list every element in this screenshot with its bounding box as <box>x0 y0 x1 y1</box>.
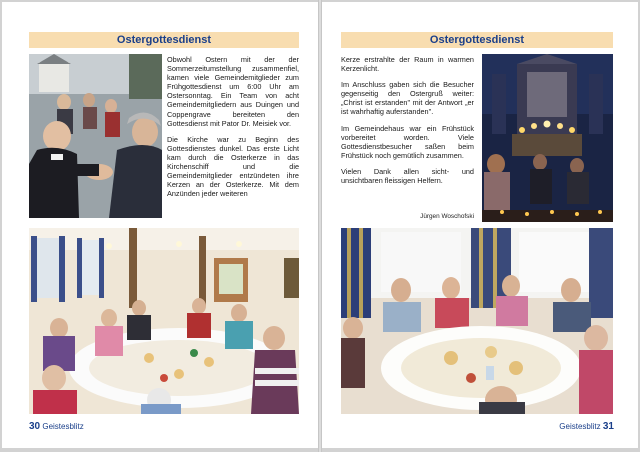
right-paragraph-2: Im Anschluss gaben sich die Besucher gegenseitig den Ostergruß weiter: „Christ ist erstanden" mit der Antwort „er ist wahrhaftig auferstanden". <box>341 80 474 117</box>
left-page-footer <box>29 421 84 432</box>
right-paragraph-3: Im Gemeindehaus war ein Frühstück vorbereitet worden. Viele Gottesdienstbesucher saßen beim Frühstück noch gemütlich zusammen. <box>341 123 474 160</box>
photo-candlelit-altar <box>482 54 613 222</box>
right-page-headline: Ostergottesdienst <box>341 32 613 48</box>
right-paragraph-1: Kerze erstrahlte der Raum in warmen Kerzenlicht. <box>341 55 474 74</box>
author-signature: Jürgen Woschofski <box>420 213 474 220</box>
right-paragraph-4: Vielen Dank allen sicht- und unsichtbaren fleissigen Helfern. <box>341 166 474 186</box>
left-page-headline: Ostergottesdienst <box>29 32 299 48</box>
photo-breakfast-table <box>341 228 613 414</box>
right-page <box>322 2 638 448</box>
right-magazine-name: Geistesblitz <box>559 422 601 431</box>
left-intro-paragraph: Obwohl Ostern mit der der Sommerzeitumstellung zusammenfiel, kamen viele Gemeindemitglieder zum Frühgottesdienst um 6:00 Uhr am Ostersonntag. Ein Team von acht Gemeindemitgliedern aus Duingen und Coppengrave bereiteten den Gottesdienst mit Pator Dr. Meisiek vor. <box>167 55 299 128</box>
photo-breakfast-hall <box>29 228 299 414</box>
photo-pastor-greeting <box>29 54 162 218</box>
left-magazine-name: Geistesblitz <box>42 422 84 431</box>
left-page <box>2 2 318 448</box>
right-body-text <box>341 55 474 192</box>
right-page-footer <box>559 421 614 432</box>
left-body-paragraph: Die Kirche war zu Beginn des Gottesdienstes dunkel. Das erste Licht kam durch die Osterkerze in das Kirchenschiff und die Gemeindemitglieder entzündeten ihre Kerzen an der Osterkerze. Mit dem Anzünden jeder weiteren <box>167 134 299 199</box>
left-page-number: 30 <box>29 421 41 432</box>
right-page-number: 31 <box>602 421 614 432</box>
left-intro-text <box>167 55 299 205</box>
